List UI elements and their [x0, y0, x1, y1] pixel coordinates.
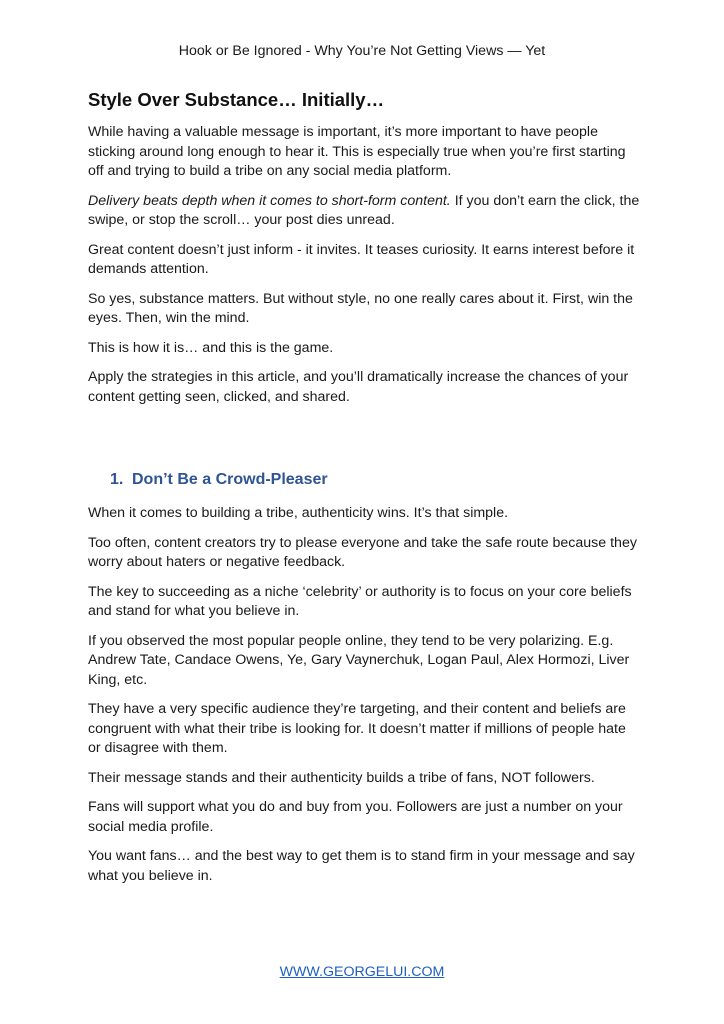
paragraph: While having a valuable message is important, it’s more important to have people sticking around long enough to hear it. This is especially true when you’re first starting off and trying to build a tribe on any social media platform. — [88, 124, 626, 179]
paragraph — [88, 192, 640, 231]
paragraph: Great content doesn’t just inform - it invites. It teases curiosity. It earns interest before it demands attention. — [88, 241, 635, 277]
paragraph: Too often, content creators try to please everyone and take the safe route because they worry about haters or negative feedback. — [88, 534, 637, 570]
paragraph: Fans will support what you do and buy from you. Followers are just a number on your social media profile. — [88, 799, 623, 835]
paragraph: Apply the strategies in this article, and you’ll dramatically increase the chances of your content getting seen, clicked, and shared. — [88, 369, 629, 405]
paragraph: The key to succeeding as a niche ‘celebrity’ or authority is to focus on your core beliefs and stand for what you believe in. — [88, 583, 632, 619]
paragraph: When it comes to building a tribe, authenticity wins. It’s that simple. — [88, 505, 509, 521]
paragraph: So yes, substance matters. But without style, no one really cares about it. First, win the eyes. Then, win the mind. — [88, 290, 633, 326]
paragraph: They have a very specific audience they’re targeting, and their content and beliefs are congruent with what their tribe is looking for. It doesn’t matter if millions of people hate or disagree with them. — [88, 701, 626, 756]
page-footer — [0, 964, 724, 980]
numbered-subheading — [88, 469, 640, 491]
section-spacer — [88, 417, 640, 469]
paragraph: If you observed the most popular people online, they tend to be very polarizing. E.g. Andrew Tate, Candace Owens, Ye, Gary Vaynerchuk, Logan Paul, Alex Hormozi, Liver King, etc. — [88, 632, 630, 688]
page-header: Hook or Be Ignored - Why You’re Not Getting Views — Yet — [178, 43, 546, 59]
paragraph: This is how it is… and this is the game. — [88, 339, 334, 356]
subheading-text: Don’t Be a Crowd-Pleaser — [132, 471, 328, 488]
italic-lead: Delivery beats depth when it comes to short-form content. — [88, 192, 451, 209]
paragraph: Their message stands and their authenticity builds a tribe of fans, NOT followers. — [88, 769, 595, 786]
website-link[interactable]: WWW.GEORGELUI.COM — [279, 964, 445, 980]
document-body — [88, 88, 640, 896]
paragraph: You want fans… and the best way to get them is to stand firm in your message and say what you believe in. — [88, 848, 635, 884]
list-number: 1. — [110, 471, 124, 488]
paragraph-text: If you don’t earn the click, the swipe, or stop the scroll… your post dies unread. — [88, 192, 640, 228]
section-title: Style Over Substance… Initially… — [88, 89, 385, 110]
